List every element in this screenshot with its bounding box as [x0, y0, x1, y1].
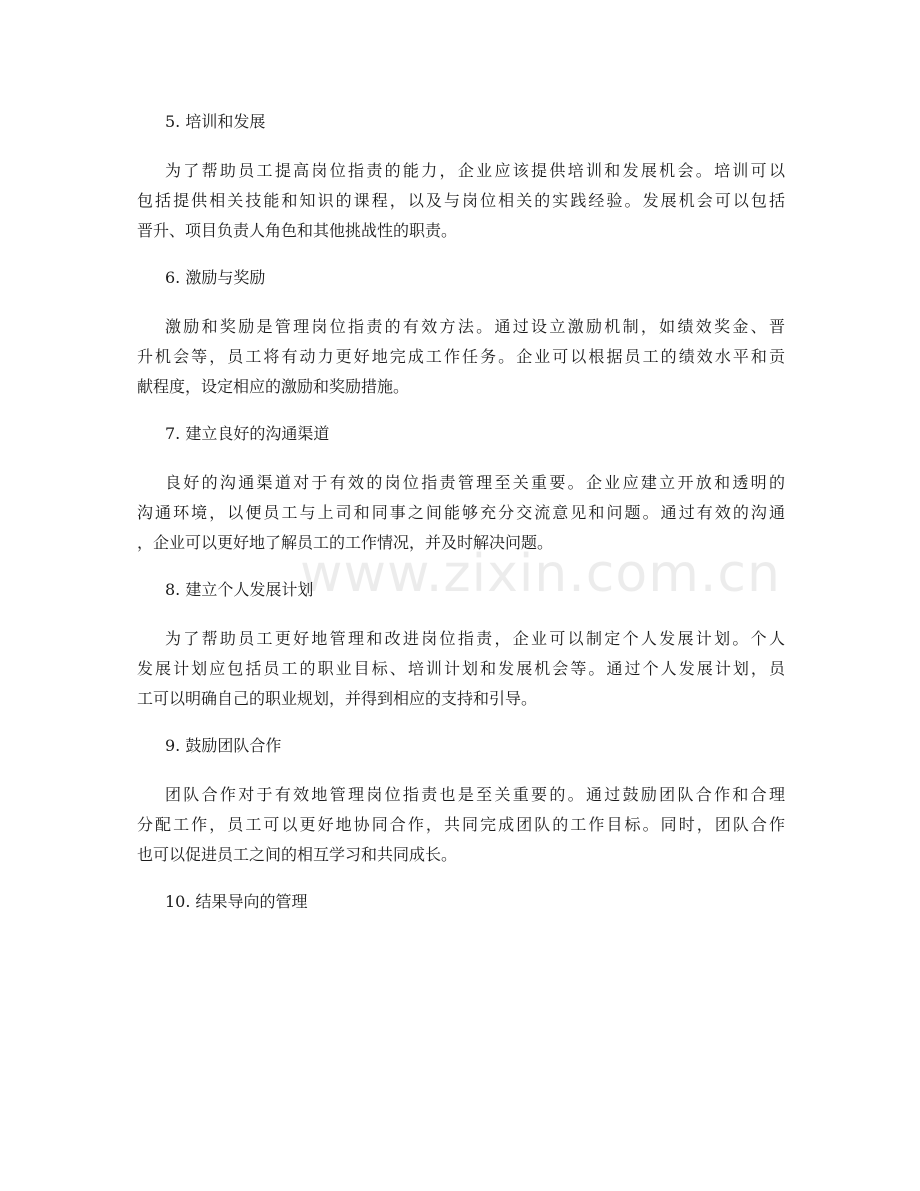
- paragraph-line: 也可以促进员工之间的相互学习和共同成长。: [137, 845, 458, 864]
- paragraph-line: 升机会等，员工将有动力更好地完成工作任务。企业可以根据员工的绩效水平和贡: [137, 347, 785, 366]
- section-heading: 7. 建立良好的沟通渠道: [165, 424, 330, 443]
- section-5: [137, 104, 785, 260]
- paragraph-line: 发展计划应包括员工的职业目标、培训计划和发展机会等。通过个人发展计划，员: [137, 659, 785, 678]
- section-6: [137, 260, 785, 416]
- paragraph-line: 良好的沟通渠道对于有效的岗位指责管理至关重要。企业应建立开放和透明的: [165, 473, 785, 492]
- section-paragraph: [137, 468, 785, 558]
- section-paragraph: [137, 780, 785, 870]
- section-7: [137, 416, 785, 572]
- paragraph-line: 团队合作对于有效地管理岗位指责也是至关重要的。通过鼓励团队合作和合理: [165, 785, 785, 804]
- section-heading: 9. 鼓励团队合作: [165, 736, 282, 755]
- section-heading: 6. 激励与奖励: [165, 268, 266, 287]
- watermark: www.zixin.com.cn: [300, 544, 781, 604]
- paragraph-line: 包括提供相关技能和知识的课程，以及与岗位相关的实践经验。发展机会可以包括: [137, 191, 785, 210]
- paragraph-line: 沟通环境，以便员工与上司和同事之间能够充分交流意见和问题。通过有效的沟通: [137, 503, 785, 522]
- paragraph-line: 激励和奖励是管理岗位指责的有效方法。通过设立激励机制，如绩效奖金、晋: [165, 317, 785, 336]
- paragraph-line: ，企业可以更好地了解员工的工作情况，并及时解决问题。: [137, 533, 554, 552]
- section-heading: 10. 结果导向的管理: [165, 892, 308, 911]
- section-paragraph: [137, 624, 785, 714]
- section-paragraph: [137, 156, 785, 246]
- paragraph-line: 分配工作，员工可以更好地协同合作，共同完成团队的工作目标。同时，团队合作: [137, 815, 785, 834]
- document-body: [137, 104, 785, 920]
- section-8: [137, 572, 785, 728]
- section-9: [137, 728, 785, 884]
- section-heading: 8. 建立个人发展计划: [165, 580, 314, 599]
- paragraph-line: 为了帮助员工更好地管理和改进岗位指责，企业可以制定个人发展计划。个人: [165, 629, 785, 648]
- section-heading: 5. 培训和发展: [165, 112, 266, 131]
- paragraph-line: 为了帮助员工提高岗位指责的能力，企业应该提供培训和发展机会。培训可以: [165, 161, 785, 180]
- section-10: [165, 884, 785, 920]
- section-paragraph: [137, 312, 785, 402]
- paragraph-line: 献程度，设定相应的激励和奖励措施。: [137, 377, 410, 396]
- paragraph-line: 工可以明确自己的职业规划，并得到相应的支持和引导。: [137, 689, 538, 708]
- paragraph-line: 晋升、项目负责人角色和其他挑战性的职责。: [137, 221, 458, 240]
